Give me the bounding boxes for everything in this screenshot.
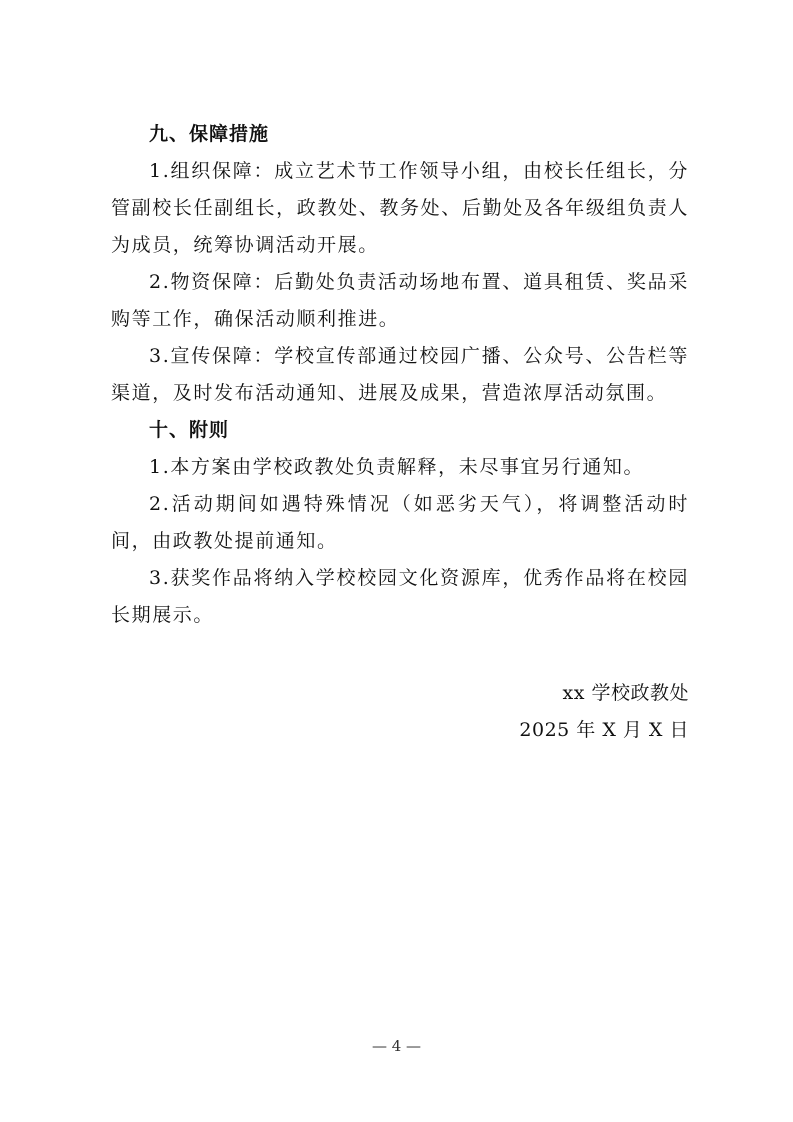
- document-body: [111, 116, 689, 634]
- paragraph: 3.获奖作品将纳入学校校园文化资源库，优秀作品将在校园长期展示。: [111, 567, 689, 626]
- issue-date: 2025 年 X 月 X 日: [519, 719, 689, 741]
- section-heading: 十、附则: [149, 419, 230, 441]
- signature-block: [519, 675, 689, 749]
- paragraph: 2.活动期间如遇特殊情况（如恶劣天气），将调整活动时间，由政教处提前通知。: [111, 493, 689, 552]
- paragraph: 1.本方案由学校政教处负责解释，未尽事宜另行通知。: [149, 456, 645, 478]
- paragraph: 1.组织保障：成立艺术节工作领导小组，由校长任组长，分管副校长任副组长，政教处、教务处、后勤处及各年级组负责人为成员，统筹协调活动开展。: [111, 160, 689, 256]
- section-safeguards: [111, 116, 689, 412]
- section-heading: 九、保障措施: [149, 123, 270, 145]
- paragraph: 2.物资保障：后勤处负责活动场地布置、道具租赁、奖品采购等工作，确保活动顺利推进。: [111, 271, 689, 330]
- page-number: — 4 —: [371, 1037, 422, 1055]
- section-supplementary: [111, 412, 689, 634]
- issuing-organization: xx 学校政教处: [562, 682, 689, 704]
- paragraph: 3.宣传保障：学校宣传部通过校园广播、公众号、公告栏等渠道，及时发布活动通知、进展及成果，营造浓厚活动氛围。: [111, 345, 689, 404]
